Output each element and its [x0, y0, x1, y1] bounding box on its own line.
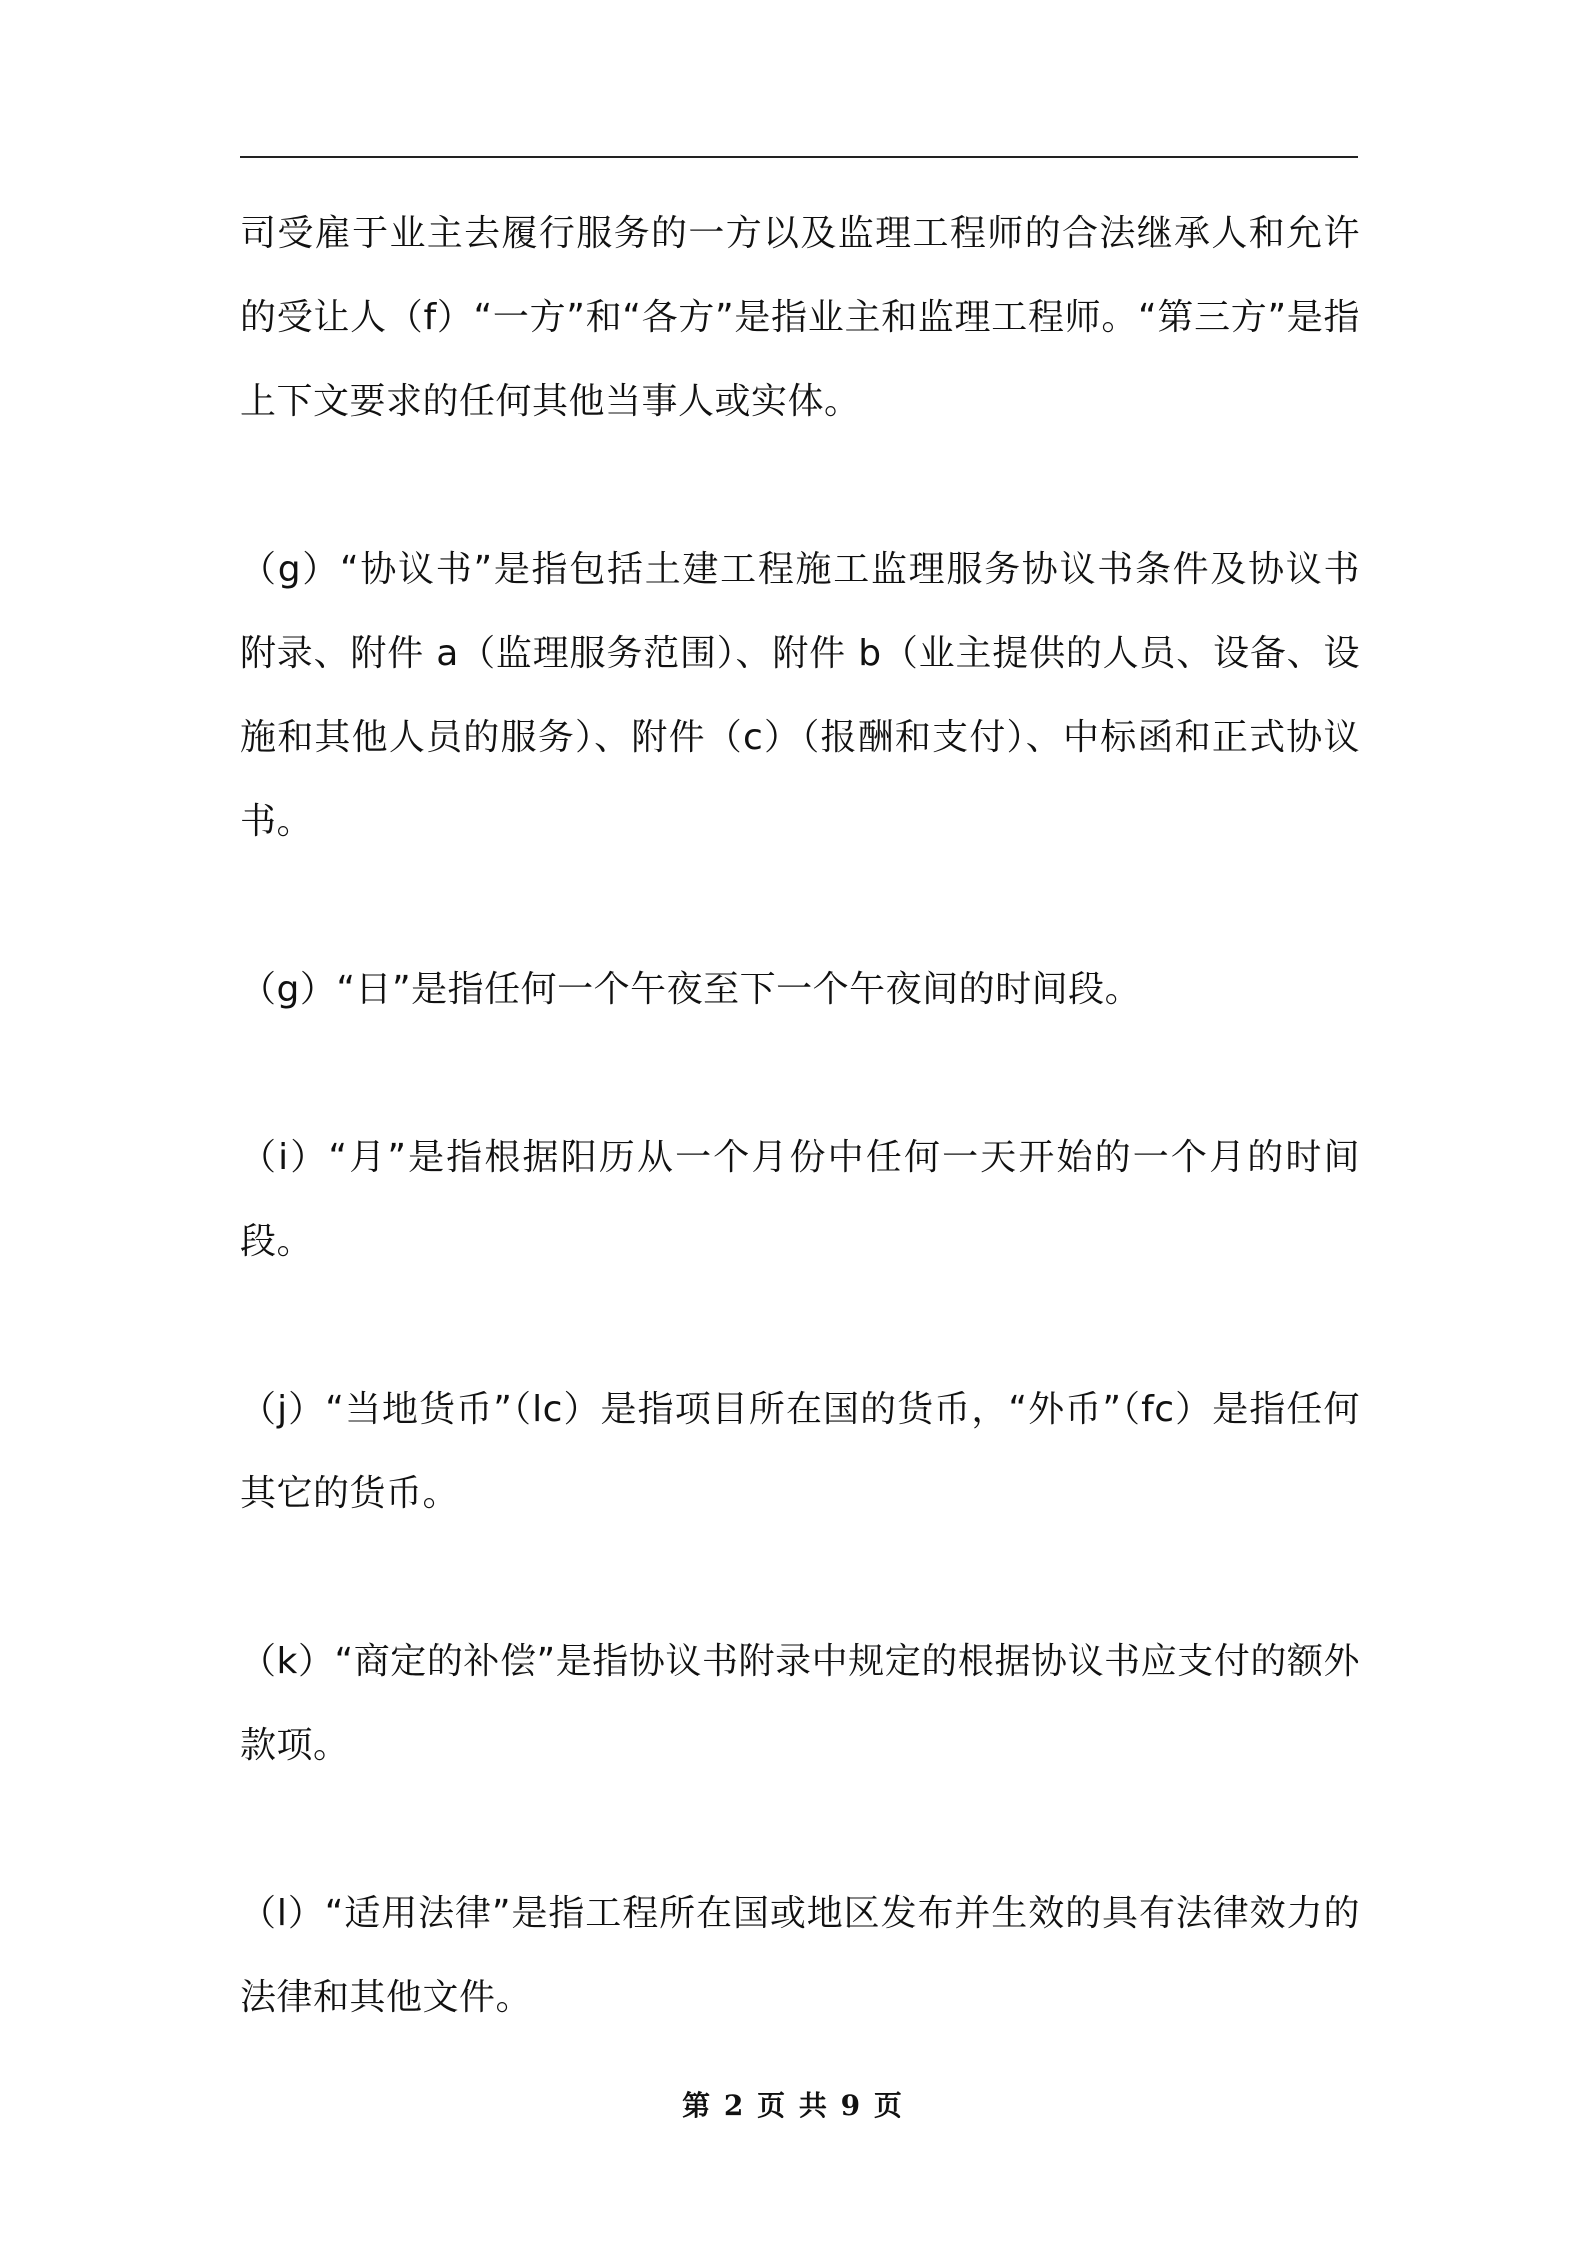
paragraph: （j）“当地货币”（lc）是指项目所在国的货币，“外币”（fc）是指任何其它的货币。 — [240, 1389, 1360, 1514]
paragraph: （k）“商定的补偿”是指协议书附录中规定的根据协议书应支付的额外款项。 — [240, 1641, 1360, 1766]
header-divider — [240, 156, 1358, 158]
paragraph: （g）“日”是指任何一个午夜至下一个午夜间的时间段。 — [240, 969, 1142, 1010]
page-number-footer: 第 2 页 共 9 页 — [682, 2089, 904, 2122]
paragraph: （l）“适用法律”是指工程所在国或地区发布并生效的具有法律效力的法律和其他文件。 — [240, 1893, 1360, 2018]
paragraph: 司受雇于业主去履行服务的一方以及监理工程师的合法继承人和允许的受让人（f）“一方”和“各方”是指业主和监理工程师。“第三方”是指上下文要求的任何其他当事人或实体。 — [240, 213, 1360, 422]
document-body — [240, 192, 1360, 2124]
paragraph: （i）“月”是指根据阳历从一个月份中任何一天开始的一个月的时间段。 — [240, 1137, 1360, 1262]
paragraph: （g）“协议书”是指包括土建工程施工监理服务协议书条件及协议书附录、附件 a（监理服务范围）、附件 b（业主提供的人员、设备、设施和其他人员的服务）、附件（c）（报酬和支付）、中标函和正式协议书。 — [240, 549, 1360, 842]
